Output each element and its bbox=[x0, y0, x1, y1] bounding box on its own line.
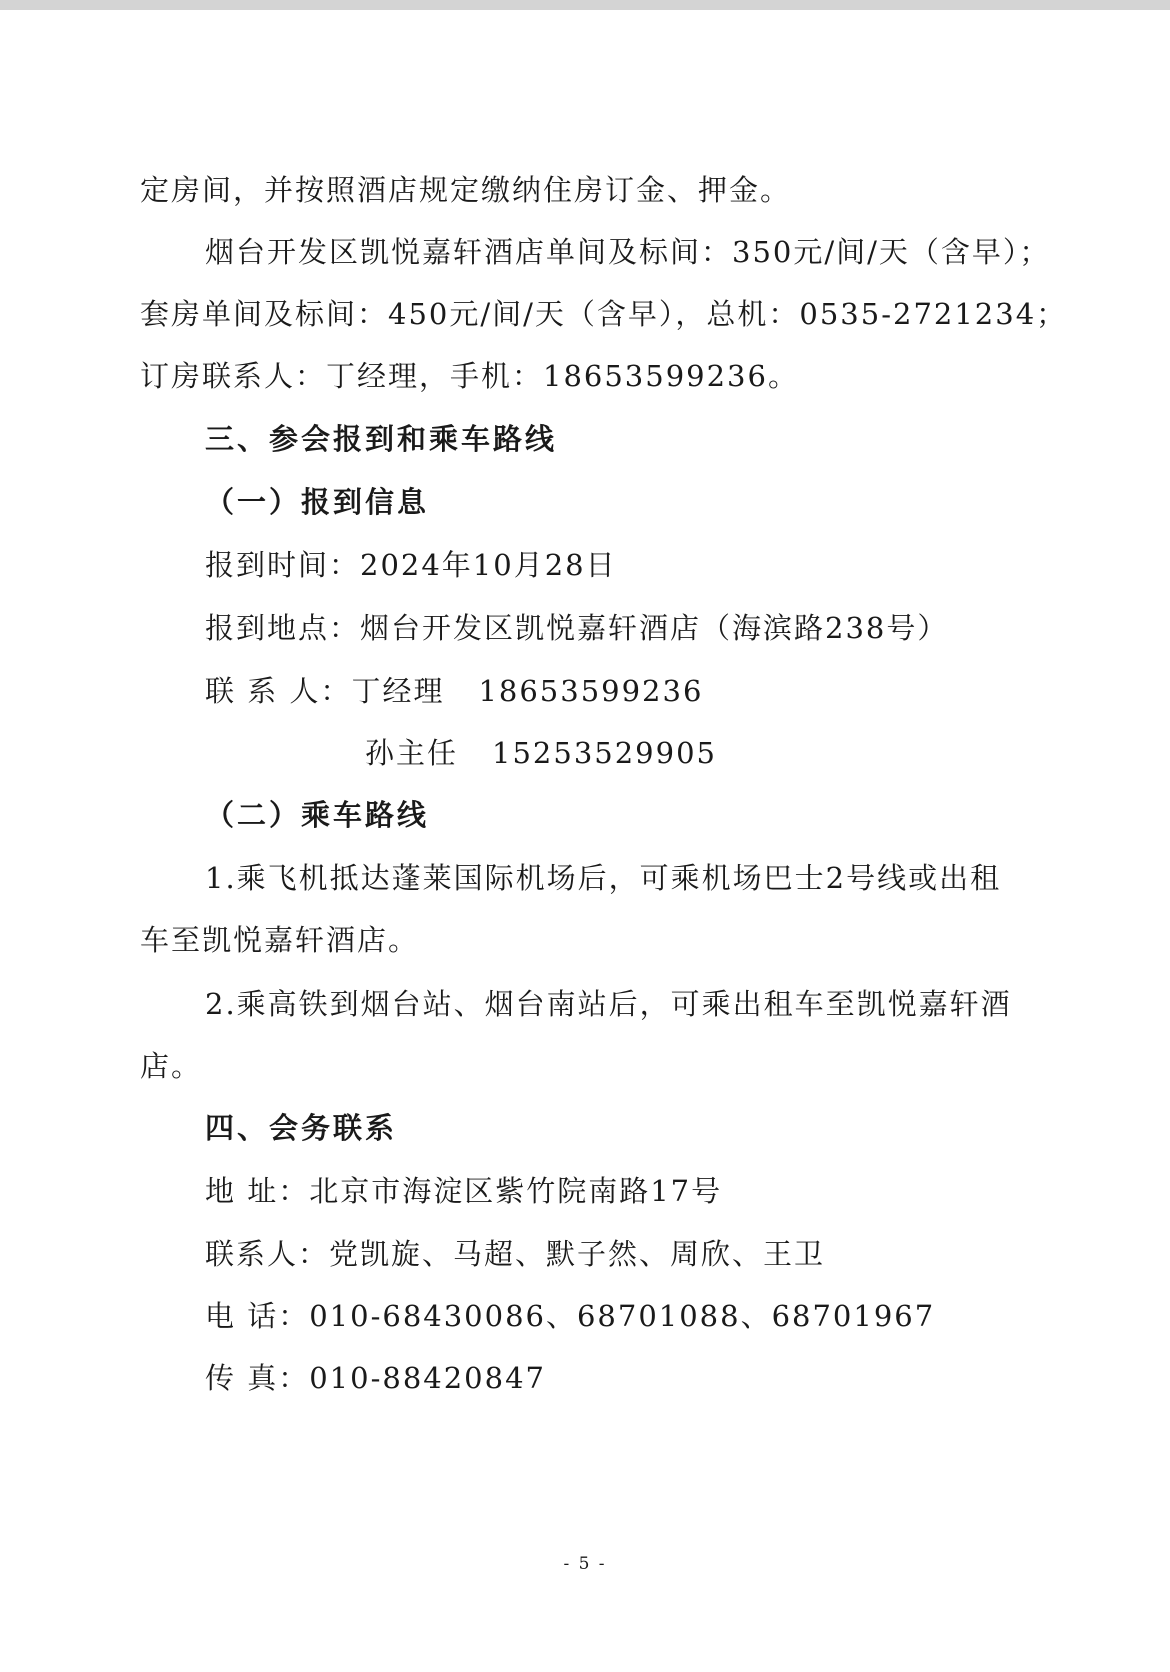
section-heading: 四、会务联系 bbox=[205, 1111, 398, 1145]
contact-name: 孙主任 bbox=[365, 736, 459, 770]
route-line: 店。 bbox=[140, 1049, 203, 1083]
registration-date: 报到时间：2024年10月28日 bbox=[205, 548, 617, 582]
phone-line: 电 话：010-68430086、68701088、68701967 bbox=[205, 1299, 936, 1333]
contacts-line: 联系人：党凯旋、马超、默子然、周欣、王卫 bbox=[205, 1237, 826, 1271]
address-line: 地 址：北京市海淀区紫竹院南路17号 bbox=[205, 1174, 723, 1208]
fax-line: 传 真：010-88420847 bbox=[205, 1361, 546, 1395]
registration-place: 报到地点：烟台开发区凯悦嘉轩酒店（海滨路238号） bbox=[205, 611, 949, 645]
route-line: 1.乘飞机抵达蓬莱国际机场后，可乘机场巴士2号线或出租 bbox=[205, 861, 1002, 895]
route-line: 车至凯悦嘉轩酒店。 bbox=[140, 923, 420, 957]
contact-row bbox=[365, 733, 717, 773]
contact-name: 丁经理 bbox=[351, 674, 445, 708]
contact-label: 联 系 人： bbox=[205, 674, 352, 708]
section-heading: 三、参会报到和乘车路线 bbox=[205, 422, 558, 456]
route-line: 2.乘高铁到烟台站、烟台南站后，可乘出租车至凯悦嘉轩酒 bbox=[205, 987, 1012, 1021]
paragraph-line: 订房联系人：丁经理，手机：18653599236。 bbox=[140, 359, 799, 393]
page-number: - 5 - bbox=[563, 1554, 607, 1574]
paragraph-line: 套房单间及标间：450元/间/天（含早），总机：0535-2721234； bbox=[140, 297, 1068, 331]
contact-phone: 15253529905 bbox=[492, 736, 717, 770]
paragraph-line: 定房间，并按照酒店规定缴纳住房订金、押金。 bbox=[140, 173, 792, 207]
subsection-heading: （二）乘车路线 bbox=[205, 798, 430, 832]
contact-phone: 18653599236 bbox=[478, 674, 704, 708]
contact-row bbox=[205, 671, 703, 711]
paragraph-line: 烟台开发区凯悦嘉轩酒店单间及标间：350元/间/天（含早）； bbox=[205, 235, 1051, 269]
subsection-heading: （一）报到信息 bbox=[205, 485, 430, 519]
